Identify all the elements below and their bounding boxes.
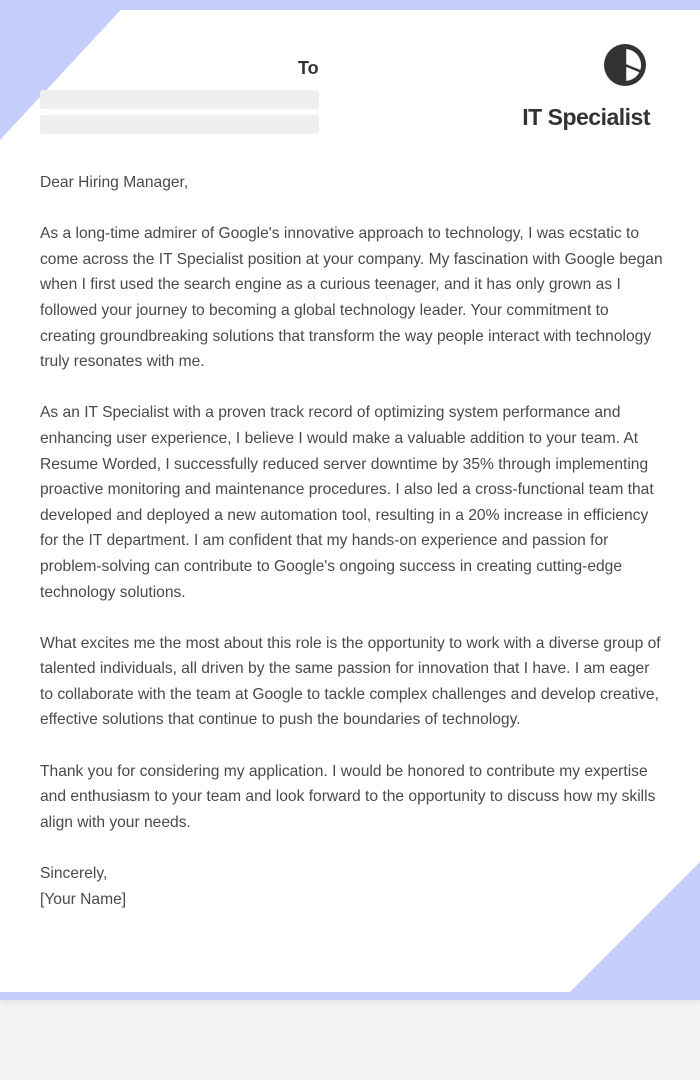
job-title: IT Specialist [522, 104, 650, 130]
paragraph-2: As an IT Specialist with a proven track record of optimizing system performance and enhancing user experience, I believe I would make a valuable addition to your team. At Resume Worded, I successfully reduced server downtime by 35% through implementing proactive monitoring and maintenance procedures. I also led a cross-functional team that developed and deployed a new automation tool, resulting in a 20% increase in efficiency for the IT department. I am confident that my hands-on experience and passion for problem-solving can contribute to Google's ongoing success in creating cutting-edge technology solutions. [40, 404, 654, 601]
recipient-address-line-2 [40, 115, 319, 134]
paragraph-4: Thank you for considering my application. I would be honored to contribute my expertise and enthusiasm to your team and look forward to the opportunity to discuss how my skills align with your needs. [40, 762, 656, 831]
pie-chart-logo-icon [603, 43, 647, 87]
paragraph-1: As a long-time admirer of Google's innovative approach to technology, I was ecstatic to come across the IT Specialist position at your company. My fascination with Google began when I first used the search engine as a curious teenager, and it has only grown as I followed your journey to becoming a global technology leader. Your commitment to creating groundbreaking solutions that transform the way people interact with technology truly resonates with me. [40, 225, 663, 371]
signature: [Your Name] [40, 890, 127, 908]
paragraph-3: What excites me the most about this role is the opportunity to work with a diverse group of talented individuals, all driven by the same passion for innovation that I have. I am eager to collaborate with the team at Google to tackle complex challenges and develop creative, effective solutions that continue to push the boundaries of technology. [40, 634, 661, 729]
recipient-label: To [298, 58, 319, 78]
bottom-accent-border [0, 992, 700, 1000]
salutation: Dear Hiring Manager, [40, 174, 189, 191]
letter-body [40, 170, 665, 912]
sign-off: Sincerely, [40, 865, 108, 883]
recipient-address-line-1 [40, 90, 319, 109]
